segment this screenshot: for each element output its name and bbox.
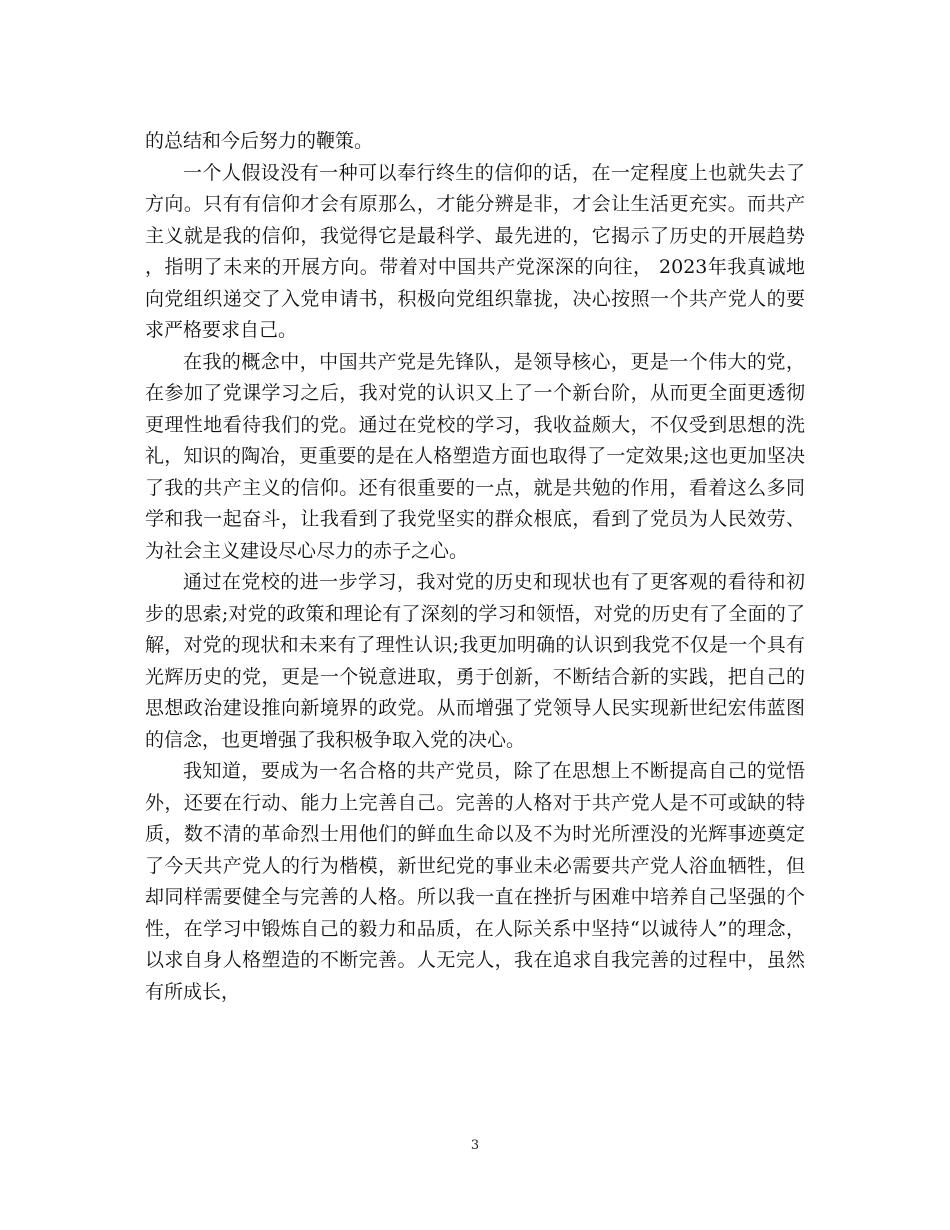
paragraph: 一个人假设没有一种可以奉行终生的信仰的话，在一定程度上也就失去了方向。只有有信仰才会有原那么，才能分辨是非，才会让生活更充实。而共产主义就是我的信仰，我觉得它是最科学、最先进的，它揭示了历史的开展趋势，指明了未来的开展方向。带着对中国共产党深深的向往， 2023年我真诚地向党组织递交了入党申请书，积极向党组织靠拢，决心按照一个共产党人的要求严格要求自己。 bbox=[145, 161, 805, 341]
paragraph: 我知道，要成为一名合格的共产党员，除了在思想上不断提高自己的觉悟外，还要在行动、能力上完善自己。完善的人格对于共产党人是不可或缺的特质，数不清的革命烈士用他们的鲜血生命以及不为时光所湮没的光辉事迹奠定了今天共产党人的行为楷模，新世纪党的事业未必需要共产党人浴血牺牲，但却同样需要健全与完善的人格。所以我一直在挫折与困难中培养自己坚强的个性，在学习中锻炼自己的毅力和品质，在人际关系中坚持“以诚待人”的理念，以求自身人格塑造的不断完善。人无完人，我在追求自我完善的过程中，虽然有所成长， bbox=[145, 760, 805, 1003]
paragraph-continuation: 的总结和今后努力的鞭策。 bbox=[145, 130, 374, 152]
paragraph: 在我的概念中，中国共产党是先锋队，是领导核心，更是一个伟大的党，在参加了党课学习之后，我对党的认识又上了一个新台阶，从而更全面更透彻更理性地看待我们的党。通过在党校的学习，我收益颇大，不仅受到思想的洗礼，知识的陶冶，更重要的是在人格塑造方面也取得了一定效果;这也更加坚决了我的共产主义的信仰。还有很重要的一点，就是共勉的作用，看着这么多同学和我一起奋斗，让我看到了我党坚实的群众根底，看到了党员为人民效劳、为社会主义建设尽心尽力的赤子之心。 bbox=[145, 350, 805, 562]
page-number: 3 bbox=[470, 1138, 480, 1153]
body-text bbox=[145, 126, 805, 1008]
paragraph: 通过在党校的进一步学习，我对党的历史和现状也有了更客观的看待和初步的思索;对党的政策和理论有了深刻的学习和领悟，对党的历史有了全面的了解，对党的现状和未来有了理性认识;我更加明确的认识到我党不仅是一个具有光辉历史的党，更是一个锐意进取，勇于创新，不断结合新的实践，把自己的思想政治建设推向新境界的政党。从而增强了党领导人民实现新世纪宏伟蓝图的信念，也更增强了我积极争取入党的决心。 bbox=[145, 571, 805, 751]
